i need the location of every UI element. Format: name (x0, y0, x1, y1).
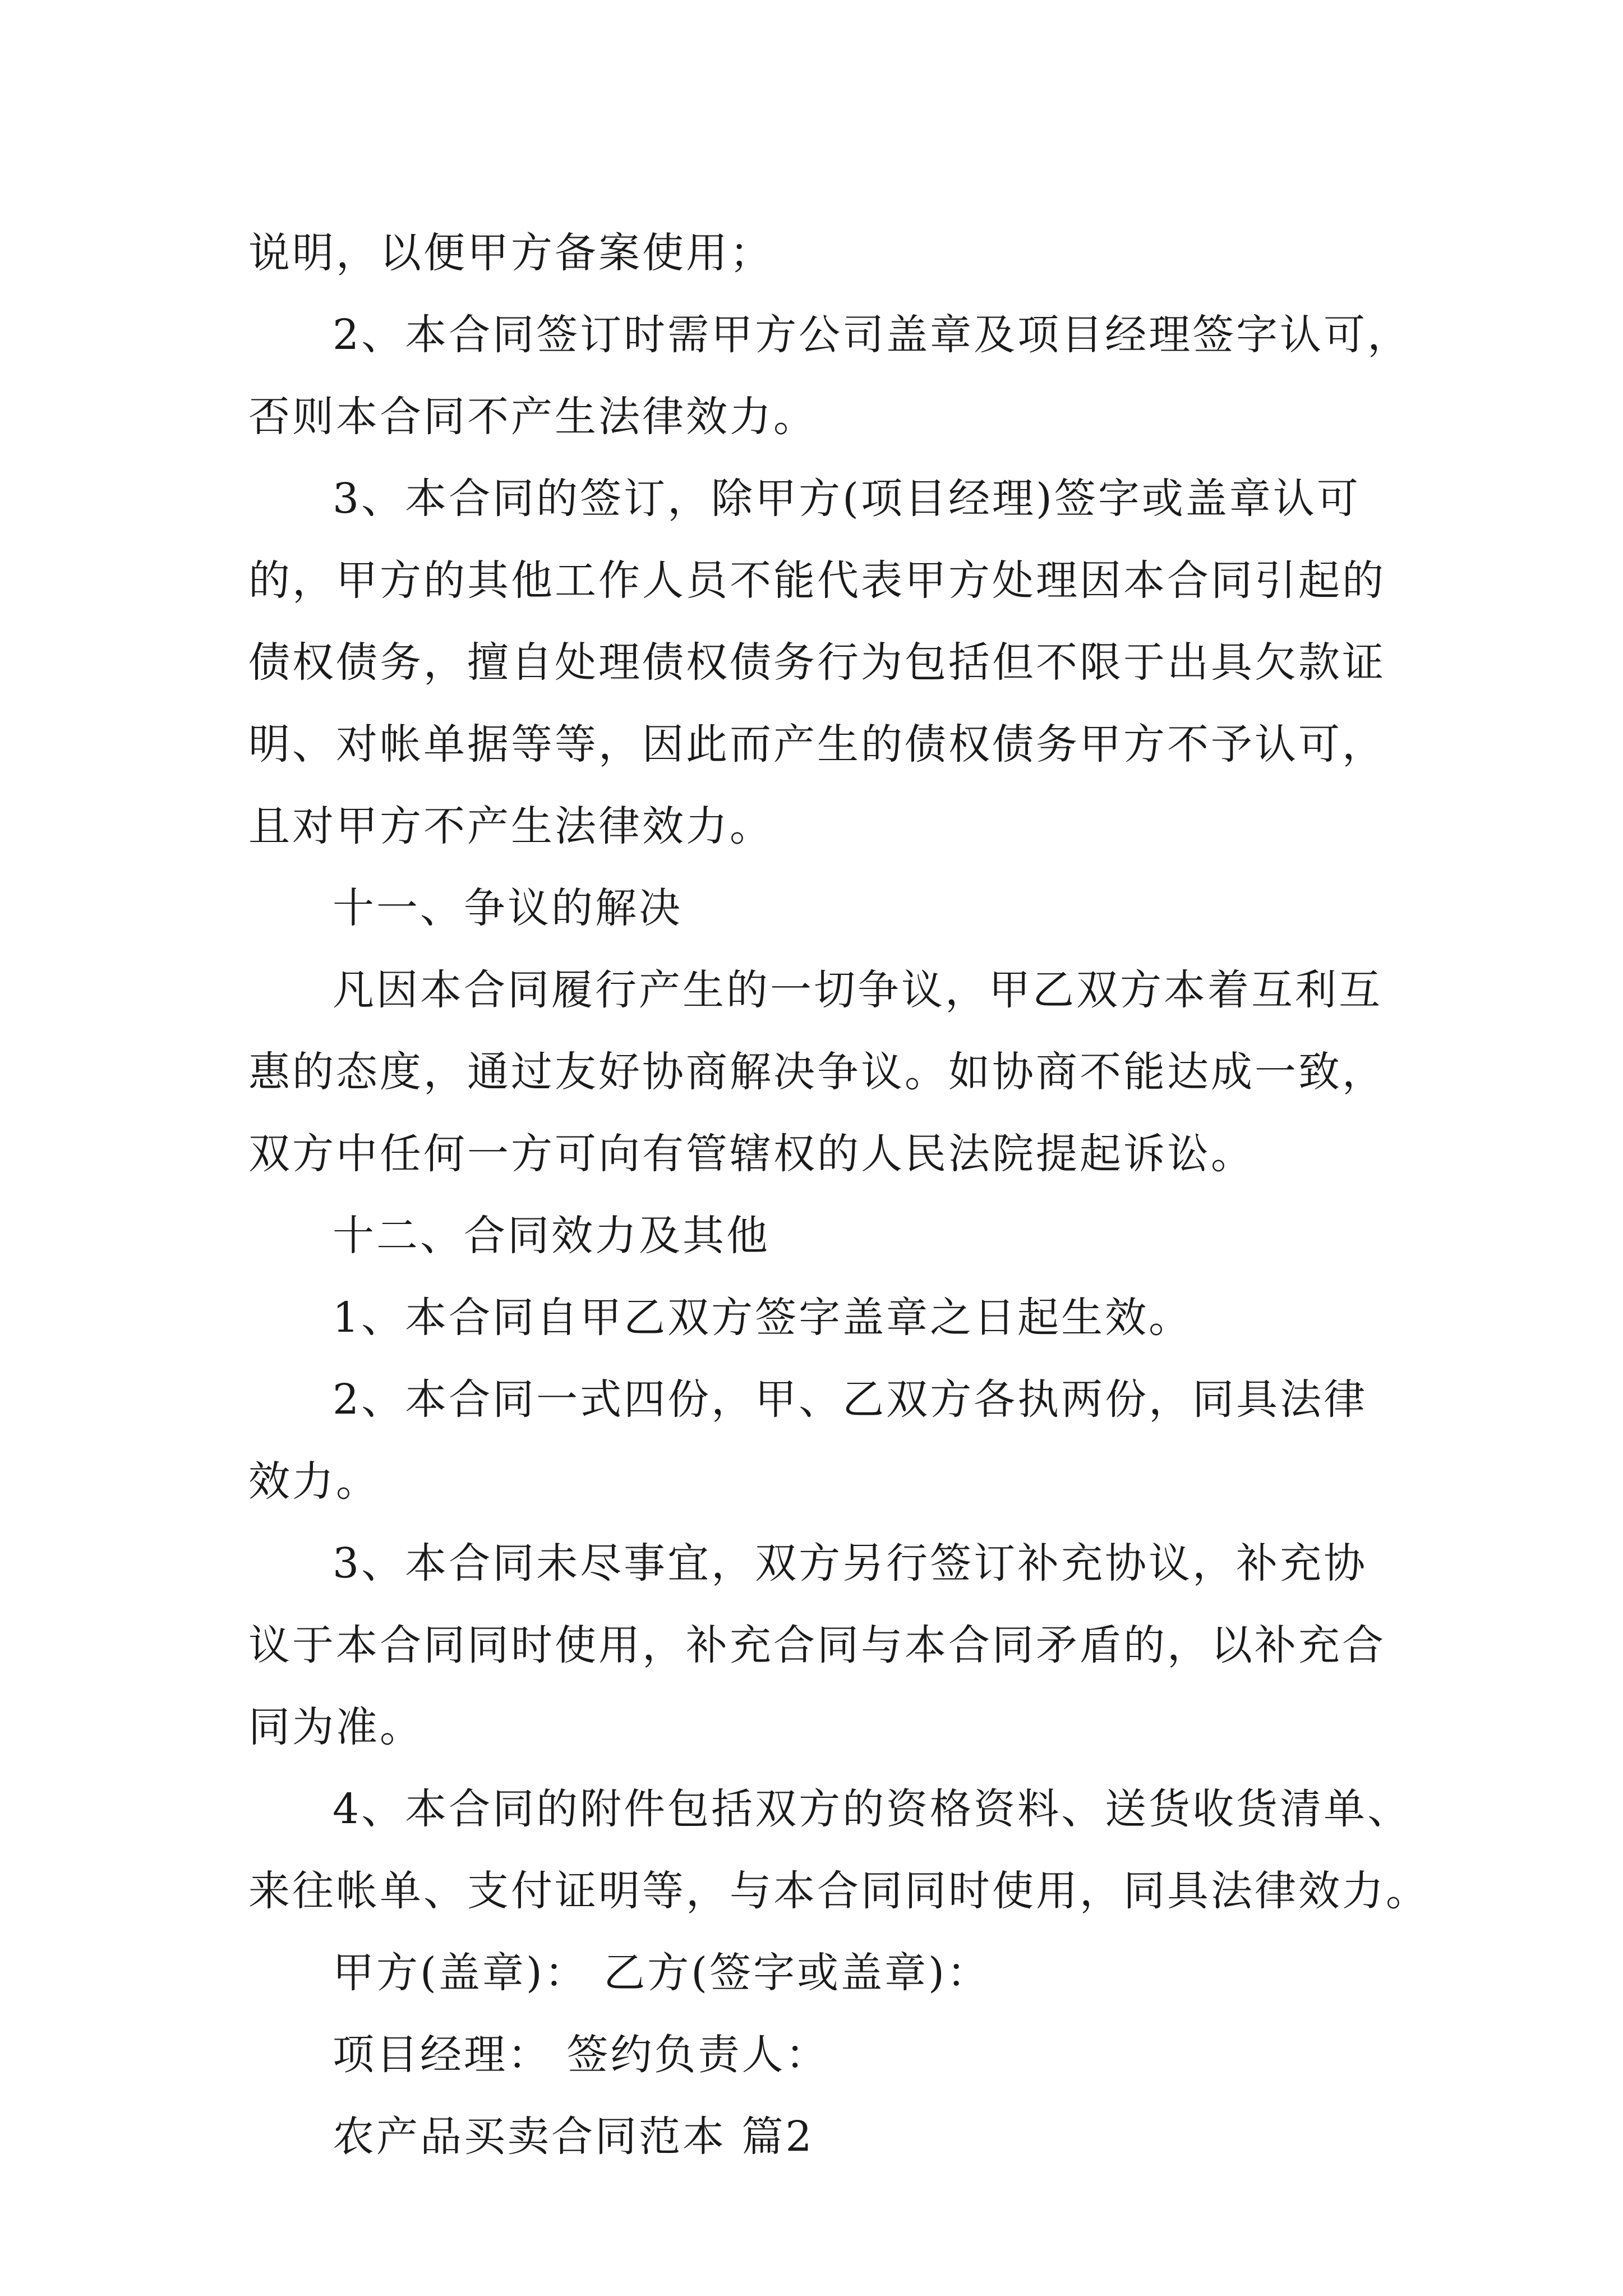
text-line-15: 2、本合同一式四份，甲、乙双方各执两份，同具法律 (333, 1375, 1368, 1424)
text-line-12: 双方中任何一方可向有管辖权的人民法院提起诉讼。 (248, 1130, 1255, 1178)
next-section-title: 农产品买卖合同范本 篇2 (333, 2113, 814, 2161)
text-line-11: 惠的态度，通过友好协商解决争议。如协商不能达成一致， (248, 1048, 1386, 1096)
text-line-3: 否则本合同不产生法律效力。 (248, 393, 817, 441)
document-page (248, 212, 1430, 2178)
signature-manager-line: 项目经理： 签约负责人： (333, 2031, 829, 2079)
text-line-16: 效力。 (248, 1457, 380, 1506)
text-line-14: 1、本合同自甲乙双方签字盖章之日起生效。 (333, 1294, 1193, 1342)
text-line-19: 同为准。 (248, 1703, 423, 1751)
text-line-18: 议于本合同同时使用，补充合同与本合同矛盾的，以补充合 (248, 1621, 1386, 1669)
text-line-4: 3、本合同的签订，除甲方(项目经理)签字或盖章认可 (333, 475, 1361, 523)
text-line-8: 且对甲方不产生法律效力。 (248, 802, 773, 850)
text-line-20: 4、本合同的附件包括双方的资格资料、送货收货清单、 (333, 1785, 1412, 1833)
text-line-17: 3、本合同未尽事宜，双方另行签订补充协议，补充协 (333, 1539, 1368, 1588)
text-line-5: 的，甲方的其他工作人员不能代表甲方处理因本合同引起的 (248, 556, 1386, 605)
text-line-7: 明、对帐单据等等，因此而产生的债权债务甲方不予认可， (248, 720, 1386, 769)
section-heading-12: 十二、合同效力及其他 (333, 1212, 770, 1260)
section-heading-11: 十一、争议的解决 (333, 884, 683, 932)
text-line-10: 凡因本合同履行产生的一切争议，甲乙双方本着互利互 (333, 966, 1382, 1014)
text-line-21: 来往帐单、支付证明等，与本合同同时使用，同具法律效力。 (248, 1867, 1430, 1915)
signature-party-line: 甲方(盖章)： 乙方(签字或盖章)： (333, 1949, 991, 1997)
text-line-6: 债权债务，擅自处理债权债务行为包括但不限于出具欠款证 (248, 638, 1386, 687)
text-line-1: 说明，以便甲方备案使用； (248, 229, 773, 277)
text-line-2: 2、本合同签订时需甲方公司盖章及项目经理签字认可， (333, 311, 1412, 359)
